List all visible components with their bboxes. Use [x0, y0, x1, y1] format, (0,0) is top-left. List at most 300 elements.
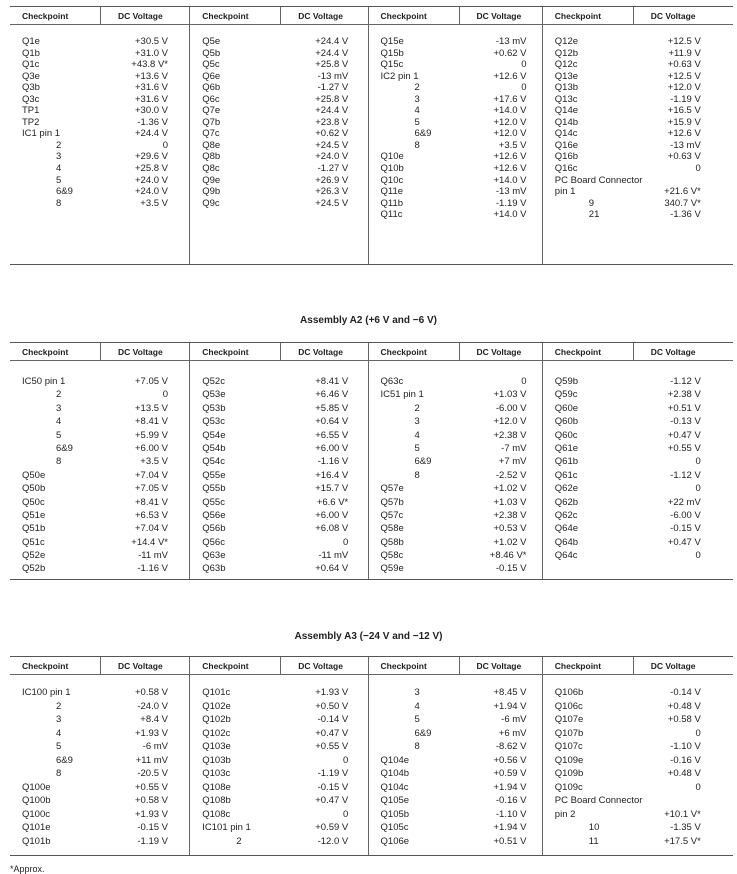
- table-row: [190, 430, 367, 443]
- dc-voltage-header: DC Voltage: [650, 347, 696, 357]
- dc-voltage-value: +8.41 V: [134, 496, 168, 508]
- table-row: [369, 376, 542, 389]
- dc-voltage-value: +12.0 V: [493, 116, 527, 128]
- checkpoint-label: Q58c: [380, 550, 404, 562]
- checkpoint-label: Q10b: [380, 163, 404, 175]
- dc-voltage-value: +17.5 V*: [664, 836, 701, 848]
- checkpoint-label: Q55b: [202, 483, 226, 495]
- dc-voltage-value: +24.0 V: [134, 174, 168, 186]
- table-row: [369, 714, 542, 728]
- dc-voltage-value: +14.0 V: [493, 209, 527, 221]
- checkpoint-label: 21: [588, 209, 600, 221]
- dc-voltage-value: +14.0 V: [493, 105, 527, 117]
- dc-voltage-value: +0.63 V: [667, 59, 701, 71]
- table-row: [369, 483, 542, 496]
- dc-voltage-value: +0.64 V: [315, 563, 349, 575]
- rows: [369, 376, 542, 577]
- table-row: [190, 105, 367, 117]
- a2-columns: [10, 343, 733, 579]
- dc-voltage-value: +13.6 V: [134, 70, 168, 82]
- checkpoint-label: 3: [56, 714, 62, 726]
- table-row: [543, 209, 733, 221]
- dc-voltage-value: +12.0 V: [667, 82, 701, 94]
- column-header: [10, 343, 189, 361]
- checkpoint-label: 8: [414, 741, 420, 753]
- dc-voltage-value: +22 mV: [667, 496, 701, 508]
- checkpoint-label: Q53e: [202, 389, 226, 401]
- checkpoint-label: Q103c: [202, 768, 231, 780]
- checkpoint-label: Q10c: [380, 174, 404, 186]
- table-row: [10, 175, 189, 187]
- checkpoint-label: Q15b: [380, 47, 404, 59]
- checkpoint-label: Q1c: [22, 59, 40, 71]
- dc-voltage-value: -0.15 V: [317, 781, 349, 793]
- checkpoint-label: Q15e: [380, 36, 404, 47]
- table-row: [10, 376, 189, 389]
- table-row: [190, 128, 367, 140]
- dc-voltage-value: -1.10 V: [495, 808, 527, 820]
- checkpoint-label: Q60b: [554, 416, 579, 428]
- dc-voltage-value: +16.4 V: [315, 469, 349, 481]
- rows: [10, 376, 189, 577]
- checkpoint-header: Checkpoint: [554, 347, 602, 357]
- column-header: [10, 657, 189, 675]
- checkpoint-label: Q15c: [380, 59, 404, 71]
- checkpoint-header: Checkpoint: [22, 11, 69, 21]
- dc-voltage-value: 0: [695, 550, 701, 562]
- column-header: [369, 7, 542, 25]
- dc-voltage-value: +0.58 V: [134, 795, 168, 807]
- table-row: [369, 59, 542, 71]
- dc-voltage-value: -11 mV: [318, 550, 349, 562]
- table-row: [369, 523, 542, 536]
- table-row: [190, 470, 367, 483]
- dc-voltage-value: +12.6 V: [493, 151, 527, 163]
- a3-column-2: [190, 657, 368, 855]
- checkpoint-label: TP1: [22, 105, 40, 117]
- checkpoint-label: Q12e: [554, 36, 579, 47]
- table-row: [543, 151, 733, 163]
- table-row: [543, 416, 733, 429]
- dc-voltage-value: +2.38 V: [493, 509, 527, 521]
- checkpoint-label: Q109c: [554, 781, 583, 793]
- table-row: [369, 510, 542, 523]
- checkpoint-label: Q106c: [554, 700, 583, 712]
- table-row: [369, 71, 542, 83]
- dc-voltage-value: -1.12 V: [670, 376, 701, 387]
- dc-voltage-value: -1.27 V: [317, 82, 349, 94]
- table-row: [369, 563, 542, 576]
- checkpoint-label: Q59e: [380, 563, 404, 575]
- dc-voltage-value: -0.14 V: [317, 714, 349, 726]
- checkpoint-header: Checkpoint: [202, 11, 249, 21]
- dc-voltage-value: -6 mV: [142, 741, 168, 753]
- table-row: [10, 389, 189, 402]
- table-row: [190, 497, 367, 510]
- checkpoint-label: Q13b: [554, 82, 579, 94]
- table-row: [543, 403, 733, 416]
- column-header: [543, 657, 733, 675]
- checkpoint-label: Q109e: [554, 754, 584, 766]
- table-row: [10, 94, 189, 106]
- header-divider: [100, 657, 101, 674]
- dc-voltage-value: +43.8 V*: [131, 59, 168, 71]
- a2-column-3: [369, 343, 543, 579]
- checkpoint-label: Q64e: [554, 523, 579, 535]
- dc-voltage-value: +3.5 V: [140, 197, 168, 209]
- checkpoint-label: Q52c: [202, 376, 225, 387]
- table-row: [10, 430, 189, 443]
- table-row: [10, 186, 189, 198]
- dc-voltage-value: -1.10 V: [670, 741, 701, 753]
- checkpoint-label: Q50e: [22, 469, 46, 481]
- dc-voltage-value: 0: [162, 389, 168, 401]
- checkpoint-header: Checkpoint: [554, 661, 602, 671]
- dc-voltage-value: +31.6 V: [134, 82, 168, 94]
- table-row: [543, 376, 733, 389]
- checkpoint-label: Q62c: [554, 509, 578, 521]
- table-row: [543, 128, 733, 140]
- checkpoint-label: 6&9: [56, 754, 73, 766]
- checkpoint-label: Q100c: [22, 808, 50, 820]
- dc-voltage-value: +2.38 V: [667, 389, 701, 401]
- dc-voltage-value: -13 mV: [495, 186, 527, 198]
- checkpoint-label: Q6c: [202, 93, 220, 105]
- checkpoint-label: Q50b: [22, 483, 46, 495]
- dc-voltage-value: +0.56 V: [493, 754, 527, 766]
- checkpoint-label: Q63b: [202, 563, 226, 575]
- checkpoint-label: Q8b: [202, 151, 221, 163]
- table-row: [543, 456, 733, 469]
- dc-voltage-value: +7.05 V: [134, 483, 168, 495]
- table-row: [10, 59, 189, 71]
- table-row: [190, 510, 367, 523]
- checkpoint-label: Q11b: [380, 197, 404, 209]
- checkpoint-label: Q107b: [554, 727, 584, 739]
- dc-voltage-value: -6 mV: [501, 714, 527, 726]
- table-row: [190, 809, 367, 823]
- dc-voltage-value: +21.6 V*: [664, 186, 701, 198]
- assembly-a2-table: [10, 342, 733, 580]
- dc-voltage-value: +31.0 V: [134, 47, 168, 59]
- dc-voltage-value: +6.55 V: [315, 429, 349, 441]
- a3-column-4: [543, 657, 733, 855]
- checkpoint-label: Q5c: [202, 59, 220, 71]
- footnote: *Approx.: [10, 864, 45, 874]
- a3-column-3: [369, 657, 543, 855]
- table-row: [369, 416, 542, 429]
- dc-voltage-value: -0.15 V: [495, 563, 527, 575]
- dc-voltage-value: +8.41 V: [134, 416, 168, 428]
- dc-voltage-value: +24.0 V: [315, 151, 349, 163]
- checkpoint-label: Q64c: [554, 550, 578, 562]
- dc-voltage-value: -0.15 V: [670, 523, 701, 535]
- checkpoint-label: Q63e: [202, 550, 226, 562]
- dc-voltage-value: +6 mV: [498, 727, 527, 739]
- a2-column-2: [190, 343, 368, 579]
- checkpoint-label: Q101e: [22, 822, 51, 834]
- table-row: [190, 443, 367, 456]
- dc-voltage-value: +10.1 V*: [664, 808, 701, 820]
- checkpoint-label: Q55c: [202, 496, 225, 508]
- dc-voltage-value: +0.47 V: [315, 727, 349, 739]
- dc-voltage-value: +30.0 V: [134, 105, 168, 117]
- checkpoint-label: Q107e: [554, 714, 584, 726]
- dc-voltage-value: +12.6 V: [493, 163, 527, 175]
- dc-voltage-value: +15.9 V: [667, 116, 701, 128]
- table-row: [10, 741, 189, 755]
- dc-voltage-value: 0: [162, 139, 168, 151]
- rows: [543, 687, 733, 850]
- table-row: [10, 198, 189, 210]
- table-row: [10, 768, 189, 782]
- dc-voltage-header: DC Voltage: [476, 661, 522, 671]
- checkpoint-label: Q11c: [380, 209, 403, 221]
- dc-voltage-value: +0.50 V: [315, 700, 349, 712]
- rows: [543, 36, 733, 221]
- dc-voltage-value: -2.52 V: [495, 469, 527, 481]
- table-row: [190, 59, 367, 71]
- table-row: [10, 105, 189, 117]
- dc-voltage-value: -13 mV: [495, 36, 527, 47]
- table-row: [369, 768, 542, 782]
- dc-voltage-value: +14.0 V: [493, 174, 527, 186]
- table-row: [190, 403, 367, 416]
- header-divider: [633, 343, 634, 360]
- dc-voltage-value: +11.9 V: [668, 47, 701, 59]
- table-row: [369, 497, 542, 510]
- table-row: [190, 456, 367, 469]
- column-header: [190, 7, 367, 25]
- dc-voltage-value: -1.19 V: [670, 93, 701, 105]
- dc-voltage-value: +6.53 V: [134, 509, 168, 521]
- table-row: [190, 687, 367, 701]
- checkpoint-label: Q107c: [554, 741, 583, 753]
- table-row: [369, 537, 542, 550]
- rows: [190, 376, 367, 577]
- dc-voltage-value: +13.5 V: [134, 402, 168, 414]
- checkpoint-label: Q8e: [202, 139, 221, 151]
- checkpoint-label: Q56e: [202, 509, 226, 521]
- table-row: [543, 198, 733, 210]
- table-row: [10, 36, 189, 48]
- checkpoint-label: Q61c: [554, 469, 578, 481]
- checkpoint-header: Checkpoint: [22, 347, 69, 357]
- dc-voltage-value: 0: [342, 754, 349, 766]
- dc-voltage-value: +26.9 V: [315, 174, 349, 186]
- table-row: [10, 687, 189, 701]
- dc-voltage-value: +7.05 V: [134, 376, 168, 387]
- dc-voltage-value: +12.5 V: [667, 36, 701, 47]
- table-row: [543, 117, 733, 129]
- dc-voltage-value: -1.36 V: [670, 209, 701, 221]
- table-row: [543, 795, 733, 809]
- checkpoint-label: Q1b: [22, 47, 40, 59]
- dc-voltage-header: DC Voltage: [476, 11, 522, 21]
- dc-voltage-value: 0: [695, 163, 701, 175]
- dc-voltage-value: +1.94 V: [493, 700, 527, 712]
- table-row: [543, 389, 733, 402]
- rows: [190, 36, 367, 209]
- rows: [190, 687, 367, 850]
- table-row: [10, 497, 189, 510]
- dc-voltage-value: +24.0 V: [134, 186, 168, 198]
- checkpoint-label: Q62e: [554, 483, 579, 495]
- dc-voltage-value: -6.00 V: [495, 402, 527, 414]
- checkpoint-label: Q54e: [202, 429, 226, 441]
- table-row: [369, 755, 542, 769]
- dc-voltage-value: +0.51 V: [493, 836, 527, 848]
- column-header: [10, 7, 189, 25]
- checkpoint-label: 8: [414, 469, 420, 481]
- table-row: [369, 105, 542, 117]
- dc-voltage-value: -1.19 V: [495, 197, 527, 209]
- checkpoint-label: Q6e: [202, 70, 221, 82]
- table-row: [10, 82, 189, 94]
- checkpoint-label: Q9e: [202, 174, 221, 186]
- dc-voltage-value: +7 mV: [498, 456, 527, 468]
- checkpoint-label: Q56c: [202, 536, 225, 548]
- checkpoint-label: TP2: [22, 116, 40, 128]
- dc-voltage-value: 0: [342, 536, 349, 548]
- checkpoint-label: Q102c: [202, 727, 231, 739]
- checkpoint-label: Q53b: [202, 402, 226, 414]
- dc-voltage-value: +12.6 V: [667, 128, 701, 140]
- table-row: [543, 809, 733, 823]
- checkpoint-label: PC Board Connector: [554, 795, 643, 807]
- assembly-a2-title: Assembly A2 (+6 V and −6 V): [300, 315, 437, 326]
- checkpoint-label: Q61b: [554, 456, 579, 468]
- checkpoint-label: Q3b: [22, 82, 40, 94]
- table-row: [10, 470, 189, 483]
- dc-voltage-value: +24.5 V: [315, 139, 349, 151]
- table-row: [543, 768, 733, 782]
- a1-columns: [10, 7, 733, 264]
- checkpoint-label: Q105b: [380, 808, 410, 820]
- checkpoint-label: Q59c: [554, 389, 578, 401]
- header-divider: [280, 657, 281, 674]
- dc-voltage-value: +1.03 V: [493, 496, 527, 508]
- dc-voltage-value: -20.5 V: [137, 768, 168, 780]
- table-row: [543, 550, 733, 563]
- table-row: [10, 48, 189, 60]
- checkpoint-label: Q57e: [380, 483, 404, 495]
- table-row: [190, 151, 367, 163]
- table-row: [10, 151, 189, 163]
- checkpoint-label: 2: [414, 82, 420, 94]
- checkpoint-label: Q52b: [22, 563, 46, 575]
- table-row: [190, 186, 367, 198]
- dc-voltage-header: DC Voltage: [476, 347, 522, 357]
- rows: [369, 687, 542, 850]
- table-row: [190, 755, 367, 769]
- table-row: [10, 128, 189, 140]
- table-row: [10, 782, 189, 796]
- table-row: [190, 48, 367, 60]
- checkpoint-label: IC100 pin 1: [22, 687, 71, 698]
- dc-voltage-value: -1.19 V: [317, 768, 349, 780]
- checkpoint-label: Q16b: [554, 151, 579, 163]
- table-row: [190, 795, 367, 809]
- dc-voltage-value: +23.8 V: [315, 116, 349, 128]
- checkpoint-label: IC50 pin 1: [22, 376, 66, 387]
- dc-voltage-value: -7 mV: [501, 442, 527, 454]
- checkpoint-label: 8: [56, 456, 62, 468]
- checkpoint-label: 6&9: [414, 456, 432, 468]
- dc-voltage-value: +0.55 V: [315, 741, 349, 753]
- checkpoint-label: Q53c: [202, 416, 225, 428]
- table-row: [190, 563, 367, 576]
- checkpoint-label: Q106e: [380, 836, 410, 848]
- checkpoint-label: Q57b: [380, 496, 404, 508]
- dc-voltage-value: -1.16 V: [317, 456, 349, 468]
- checkpoint-label: Q16e: [554, 139, 579, 151]
- a1-column-3: [369, 7, 543, 264]
- column-header: [543, 343, 733, 361]
- checkpoint-label: IC1 pin 1: [22, 128, 61, 140]
- checkpoint-label: Q5e: [202, 36, 221, 47]
- checkpoint-label: Q51c: [22, 536, 45, 548]
- dc-voltage-value: -1.36 V: [137, 116, 168, 128]
- dc-voltage-value: -8.62 V: [495, 741, 527, 753]
- checkpoint-label: 5: [414, 116, 420, 128]
- rows: [10, 36, 189, 209]
- dc-voltage-value: +15.7 V: [315, 483, 349, 495]
- a2-column-4: [543, 343, 733, 579]
- dc-voltage-value: +1.02 V: [493, 483, 527, 495]
- checkpoint-label: Q102b: [202, 714, 231, 726]
- dc-voltage-value: +2.38 V: [493, 429, 527, 441]
- table-row: [10, 456, 189, 469]
- table-row: [369, 741, 542, 755]
- table-row: [543, 186, 733, 198]
- table-row: [190, 117, 367, 129]
- header-divider: [100, 343, 101, 360]
- table-row: [369, 456, 542, 469]
- checkpoint-label: Q64b: [554, 536, 579, 548]
- dc-voltage-value: -1.12 V: [670, 469, 701, 481]
- dc-voltage-value: +25.8 V: [315, 59, 349, 71]
- table-row: [190, 822, 367, 836]
- table-row: [190, 389, 367, 402]
- table-row: [190, 537, 367, 550]
- table-row: [190, 163, 367, 175]
- checkpoint-label: Q9c: [202, 197, 220, 209]
- checkpoint-label: Q58b: [380, 536, 404, 548]
- table-row: [543, 755, 733, 769]
- checkpoint-label: 3: [414, 93, 420, 105]
- dc-voltage-value: +12.6 V: [493, 70, 527, 82]
- checkpoint-label: Q10e: [380, 151, 404, 163]
- assembly-a3-title: Assembly A3 (−24 V and −12 V): [294, 631, 443, 642]
- checkpoint-label: 2: [414, 402, 420, 414]
- table-row: [369, 430, 542, 443]
- checkpoint-label: 5: [56, 429, 62, 441]
- dc-voltage-value: +0.48 V: [667, 700, 701, 712]
- a2-column-1: [10, 343, 190, 579]
- dc-voltage-value: -1.19 V: [137, 836, 168, 848]
- table-row: [543, 94, 733, 106]
- checkpoint-label: pin 2: [554, 808, 576, 820]
- table-row: [543, 59, 733, 71]
- dc-voltage-value: +24.4 V: [315, 36, 349, 47]
- table-row: [369, 470, 542, 483]
- dc-voltage-value: +0.63 V: [667, 151, 701, 163]
- table-row: [543, 82, 733, 94]
- table-row: [543, 443, 733, 456]
- checkpoint-label: 4: [414, 105, 420, 117]
- dc-voltage-value: +8.46 V*: [489, 550, 527, 562]
